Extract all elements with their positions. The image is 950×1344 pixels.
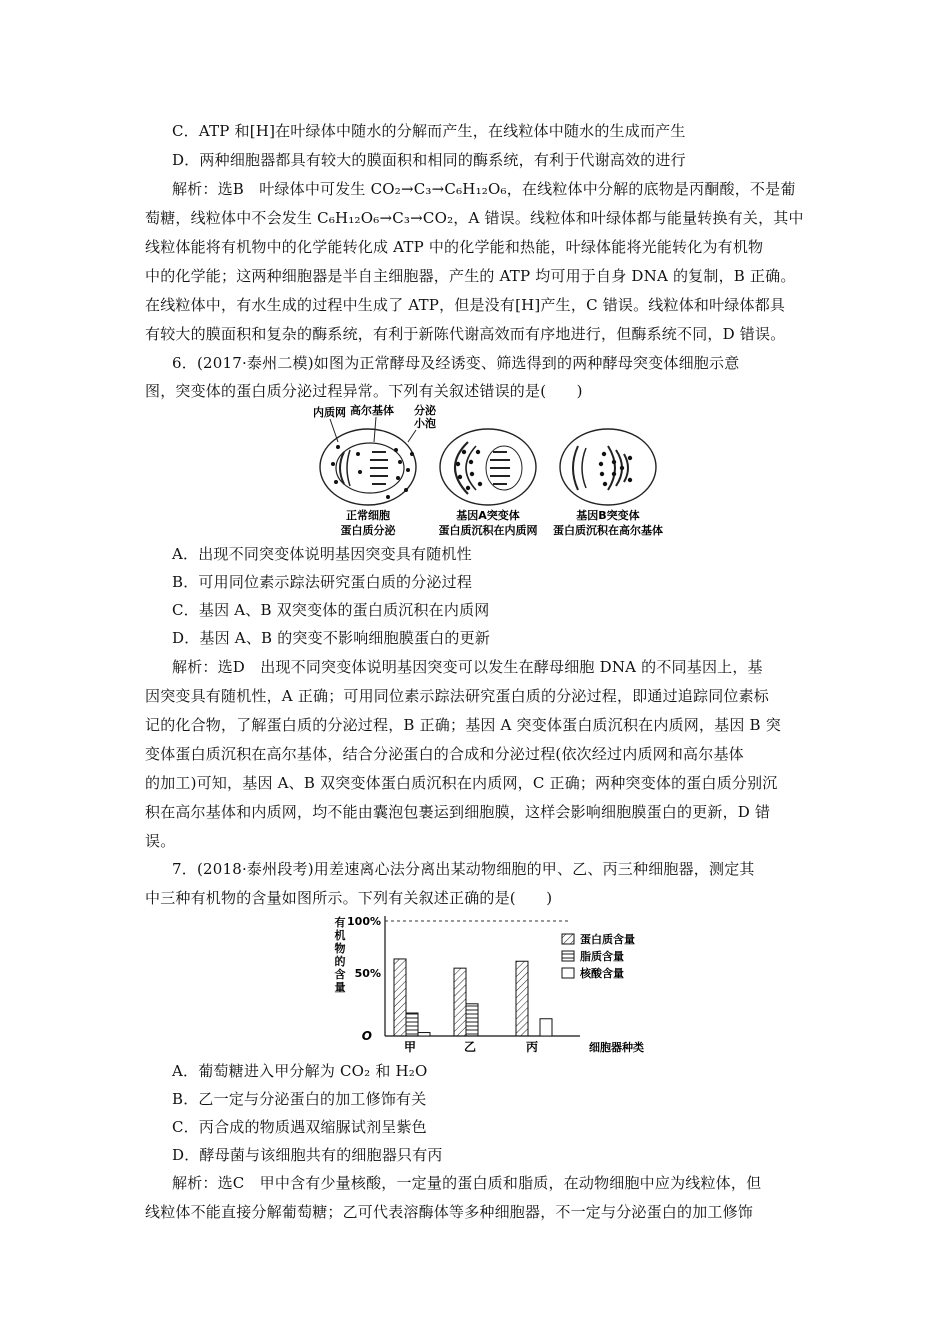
q6-analysis-line: 变体蛋白质沉积在高尔基体，结合分泌蛋白的合成和分泌过程(依次经过内质网和高尔基体 xyxy=(145,745,744,763)
ytick-100: 100% xyxy=(347,915,381,928)
q7-analysis-line: 线粒体不能直接分解葡萄糖；乙可代表溶酶体等多种细胞器，不一定与分泌蛋白的加工修饰 xyxy=(145,1203,754,1221)
q7-stem: 中三种有机物的含量如图所示。下列有关叙述正确的是( ) xyxy=(145,889,553,907)
q6-option-c: C．基因 A、B 双突变体的蛋白质沉积在内质网 xyxy=(172,601,490,619)
caption-mutant-a: 蛋白质沉积在内质网 xyxy=(438,524,538,537)
mutant-a-cell xyxy=(440,429,536,505)
xtick-label: 甲 xyxy=(403,1040,417,1054)
q7-option-d: D．酵母菌与该细胞共有的细胞器只有丙 xyxy=(172,1146,443,1164)
bar-乙-脂质含量 xyxy=(466,1004,478,1036)
ytick-50: 50% xyxy=(354,967,381,980)
bar-乙-蛋白质含量 xyxy=(454,968,466,1036)
bar-甲-核酸含量 xyxy=(418,1033,430,1036)
legend-swatch xyxy=(562,968,574,978)
label-er: 内质网 xyxy=(313,406,346,419)
q6-analysis-line: 记的化合物，了解蛋白质的分泌过程，B 正确；基因 A 突变体蛋白质沉积在内质网，基因 B 突 xyxy=(145,716,781,734)
xtick-label: 丙 xyxy=(525,1040,539,1054)
bar-甲-蛋白质含量 xyxy=(394,959,406,1036)
q6-analysis-line: 积在高尔基体和内质网，均不能由囊泡包裹运到细胞膜，这样会影响细胞膜蛋白的更新，D 错 xyxy=(145,803,771,821)
label-vesicle: 小泡 xyxy=(414,417,436,430)
prev-analysis-line: 有较大的膜面积和复杂的酶系统，有利于新陈代谢高效而有序地进行，但酶系统不同，D 错误。 xyxy=(145,325,786,343)
legend-swatch xyxy=(562,951,574,961)
legend-label: 脂质含量 xyxy=(580,950,624,963)
organelle-content-chart xyxy=(330,908,660,1056)
q6-analysis-line: 因突变具有随机性，A 正确；可用同位素示踪法研究蛋白质的分泌过程，即通过追踪同位素标 xyxy=(145,687,770,705)
q6-stem: 图，突变体的蛋白质分泌过程异常。下列有关叙述错误的是( ) xyxy=(145,382,583,400)
normal-cell xyxy=(320,429,416,505)
y-axis-label xyxy=(335,915,346,994)
y-axis-label-char: 有 xyxy=(334,916,346,929)
label-vesicle: 分泌 xyxy=(414,404,436,417)
q6-analysis-line: 误。 xyxy=(145,832,176,850)
bar-甲-脂质含量 xyxy=(406,1013,418,1036)
caption-normal: 正常细胞 xyxy=(346,509,390,522)
bar-丙-蛋白质含量 xyxy=(516,961,528,1036)
y-axis-label-char: 含 xyxy=(334,968,346,981)
q7-option-a: A．葡萄糖进入甲分解为 CO₂ 和 H₂O xyxy=(172,1062,428,1080)
caption-normal: 蛋白质分泌 xyxy=(340,524,396,537)
y-axis-label-char: 物 xyxy=(334,942,346,955)
prev-analysis-line: 解析：选B 叶绿体中可发生 CO₂→C₃→C₆H₁₂O₆，在线粒体中分解的底物是丙酮酸，不是葡 xyxy=(172,180,796,198)
y-axis-label-char: 机 xyxy=(334,929,346,942)
chart-legend xyxy=(562,932,635,980)
legend-label: 核酸含量 xyxy=(580,967,624,980)
caption-mutant-b: 蛋白质沉积在高尔基体 xyxy=(553,524,663,537)
q7-stem: 7．(2018·泰州段考)用差速离心法分离出某动物细胞的甲、乙、丙三种细胞器，测定其 xyxy=(172,860,755,878)
y-axis-label-char: 量 xyxy=(334,981,346,994)
prev-analysis-line: 中的化学能；这两种细胞器是半自主细胞器，产生的 ATP 均可用于自身 DNA 的复制，B 正确。 xyxy=(145,267,796,285)
yeast-cell-figure xyxy=(308,402,678,542)
q7-option-c: C．丙合成的物质遇双缩脲试剂呈紫色 xyxy=(172,1118,427,1136)
q7-analysis-line: 解析：选C 甲中含有少量核酸，一定量的蛋白质和脂质，在动物细胞中应为线粒体，但 xyxy=(172,1174,762,1192)
q6-option-a: A．出现不同突变体说明基因突变具有随机性 xyxy=(172,545,472,563)
label-golgi: 高尔基体 xyxy=(350,404,394,417)
q6-stem: 6．(2017·泰州二模)如图为正常酵母及经诱变、筛选得到的两种酵母突变体细胞示意 xyxy=(172,354,740,372)
q6-analysis-line: 解析：选D 出现不同突变体说明基因突变可以发生在酵母细胞 DNA 的不同基因上，基 xyxy=(172,658,763,676)
mutant-b-cell xyxy=(560,429,656,505)
xtick-label: 乙 xyxy=(463,1040,477,1054)
prev-option-c: C．ATP 和[H]在叶绿体中随水的分解而产生，在线粒体中随水的生成而产生 xyxy=(172,122,686,140)
bar-丙-核酸含量 xyxy=(540,1019,552,1036)
y-axis-label-char: 的 xyxy=(334,955,346,968)
prev-analysis-line: 线粒体能将有机物中的化学能转化成 ATP 中的化学能和热能，叶绿体能将光能转化为有机物 xyxy=(145,238,764,256)
legend-swatch xyxy=(562,934,574,944)
q6-analysis-line: 的加工)可知，基因 A、B 双突变体蛋白质沉积在内质网，C 正确；两种突变体的蛋白质分别沉 xyxy=(145,774,778,792)
caption-mutant-b: 基因B突变体 xyxy=(576,509,640,522)
q6-option-b: B．可用同位素示踪法研究蛋白质的分泌过程 xyxy=(172,573,473,591)
legend-label: 蛋白质含量 xyxy=(580,933,635,946)
prev-analysis-line: 萄糖，线粒体中不会发生 C₆H₁₂O₆→C₃→CO₂，A 错误。线粒体和叶绿体都与能量转换有关，其中 xyxy=(145,209,804,227)
prev-option-d: D．两种细胞器都具有较大的膜面积和相同的酶系统，有利于代谢高效的进行 xyxy=(172,151,686,169)
prev-analysis-line: 在线粒体中，有水生成的过程中生成了 ATP，但是没有[H]产生，C 错误。线粒体和叶绿体都具 xyxy=(145,296,786,314)
caption-mutant-a: 基因A突变体 xyxy=(456,509,520,522)
q7-option-b: B．乙一定与分泌蛋白的加工修饰有关 xyxy=(172,1090,427,1108)
origin-label: O xyxy=(361,1029,372,1043)
x-axis-label: 细胞器种类 xyxy=(589,1041,644,1054)
q6-option-d: D．基因 A、B 的突变不影响细胞膜蛋白的更新 xyxy=(172,629,491,647)
